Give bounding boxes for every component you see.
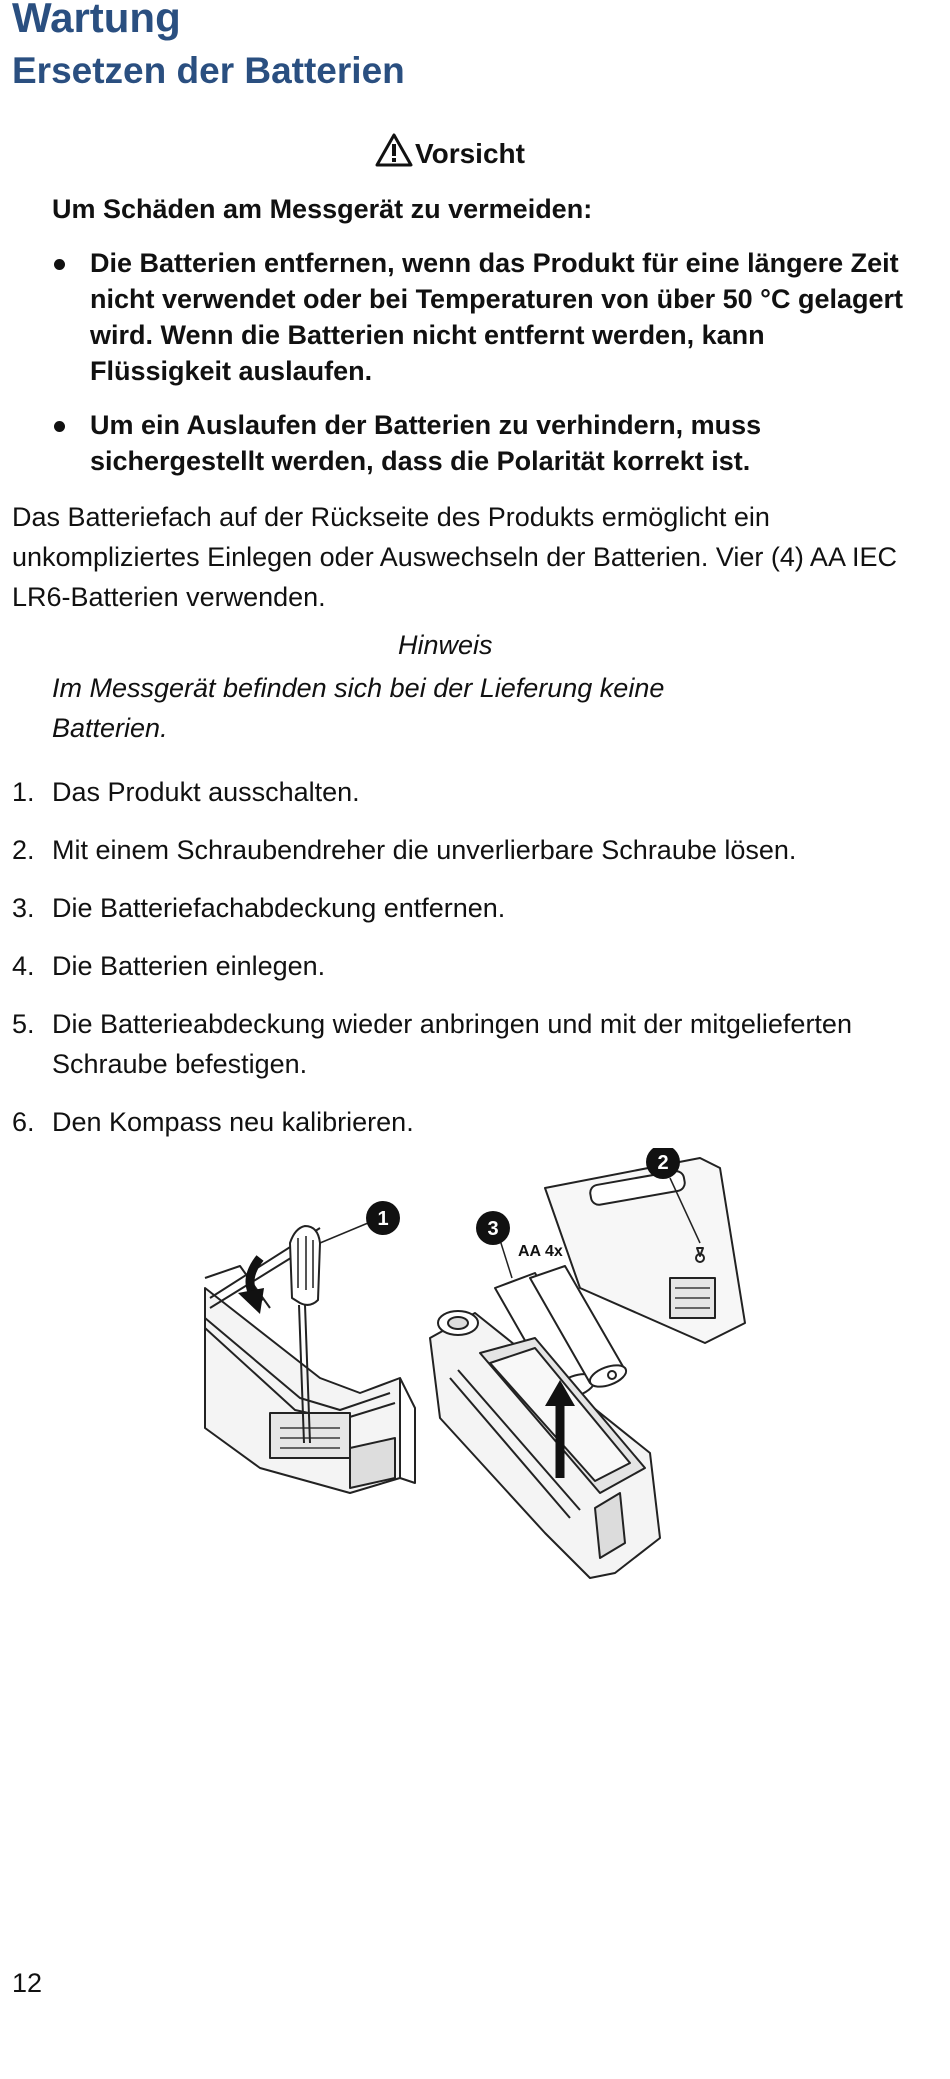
section-title: Wartung bbox=[12, 0, 181, 41]
step-item: 4. Die Batterien einlegen. bbox=[12, 951, 326, 981]
caution-lead: Um Schäden am Messgerät zu vermeiden: bbox=[52, 194, 593, 224]
step-item: 2. Mit einem Schraubendreher die unverlierbare Schraube lösen. bbox=[12, 835, 797, 865]
caution-heading bbox=[375, 133, 525, 174]
caution-title: Vorsicht bbox=[415, 137, 525, 169]
caution-item: Um ein Auslaufen der Batterien zu verhindern, muss sichergestellt werden, dass die Polarität korrekt ist. bbox=[52, 407, 912, 479]
battery-count-label: AA 4x bbox=[518, 1243, 563, 1260]
svg-text:3: 3 bbox=[487, 1218, 499, 1240]
battery-replacement-illustration bbox=[200, 1148, 760, 1598]
steps-list bbox=[12, 772, 932, 1160]
step-item: 3. Die Batteriefachabdeckung entfernen. bbox=[12, 893, 506, 923]
step-item: 1. Das Produkt ausschalten. bbox=[12, 777, 360, 807]
bullet-icon bbox=[54, 421, 65, 432]
step-item: 5. Die Batterieabdeckung wieder anbringen und mit der mitgelieferten Schraube befestigen. bbox=[12, 1009, 852, 1079]
caution-list bbox=[52, 245, 912, 497]
meter-body-illustration bbox=[430, 1311, 660, 1578]
rotate-arrowhead-icon bbox=[238, 1288, 264, 1314]
bullet-icon bbox=[54, 259, 65, 270]
page-number: 12 bbox=[12, 1968, 43, 1998]
warning-triangle-icon bbox=[375, 133, 413, 174]
step-item: 6. Den Kompass neu kalibrieren. bbox=[12, 1107, 414, 1137]
note-title: Hinweis bbox=[398, 630, 493, 660]
subsection-title: Ersetzen der Batterien bbox=[12, 50, 405, 91]
intro-paragraph: Das Batteriefach auf der Rückseite des Produkts ermöglicht ein unkompliziertes Einlegen oder Auswechseln der Batterien. Vier (4) AA IEC LR6-Batterien verwenden. bbox=[12, 502, 897, 612]
note-text: Im Messgerät befinden sich bei der Lieferung keine Batterien. bbox=[52, 673, 665, 743]
callout-3 bbox=[476, 1211, 510, 1245]
callout-1 bbox=[366, 1201, 400, 1235]
svg-text:2: 2 bbox=[657, 1152, 669, 1174]
svg-text:1: 1 bbox=[377, 1208, 389, 1230]
caution-item: Die Batterien entfernen, wenn das Produkt für eine längere Zeit nicht verwendet oder bei Temperaturen von über 50 °C gelagert wird. Wenn die Batterien nicht entfernt werden, kann Flüssigkeit auslaufen. bbox=[52, 245, 912, 389]
